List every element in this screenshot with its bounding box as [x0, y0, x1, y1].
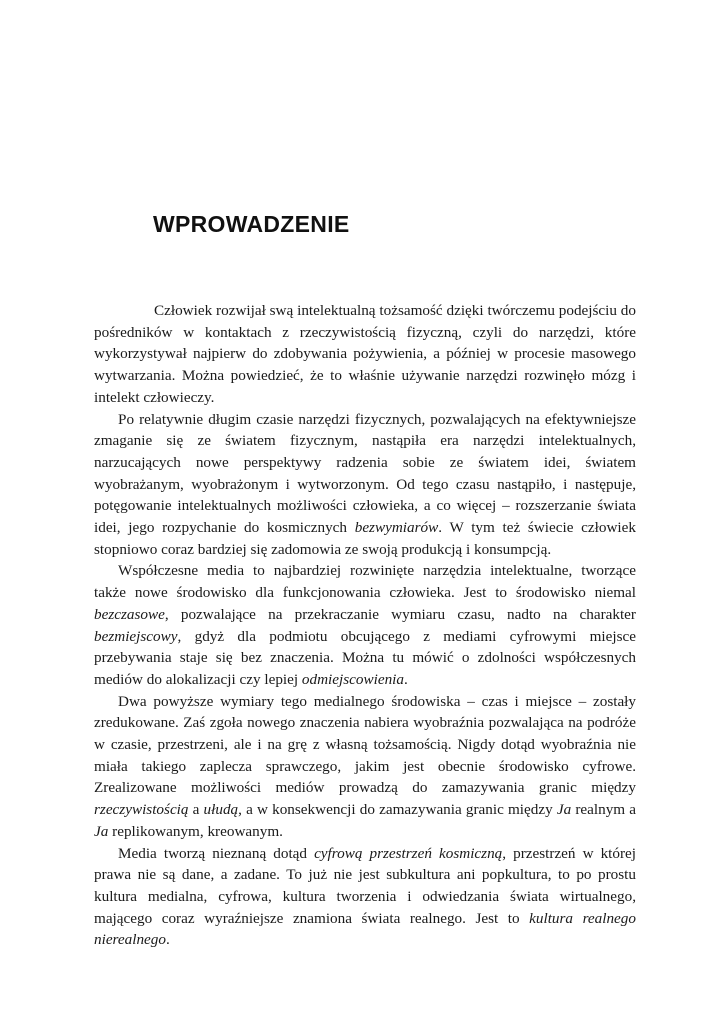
paragraph-4-text: , a w konsekwencji do zamazywania granic między: [238, 801, 557, 819]
paragraph-4-text: replikowanym, kreowanym.: [108, 822, 283, 840]
italic-term-bezczasowe: bezczasowe: [94, 605, 165, 623]
italic-term-odmiejscowienia: odmiejscowienia: [301, 670, 404, 688]
paragraph-1: [94, 300, 636, 409]
paragraph-3: [94, 560, 636, 690]
paragraph-3-text: , pozwalające na przekraczanie wymiaru czasu, nadto na charakter: [164, 605, 636, 623]
paragraph-4-text: a: [188, 801, 204, 819]
italic-term-ja: Ja: [556, 801, 572, 819]
paragraph-2-text: . W tym też świecie człowiek stopniowo coraz bardziej się zadomowia ze swoją produkcją i konsumpcją.: [94, 519, 636, 558]
paragraph-5-text: , przestrzeń w której prawa nie są dane, a zadane. To już nie jest subkultura ani popkultura, to po prostu kultura medialna, cyfrowa, kultura tworzenia i odwiedzania świata wirtualnego, mającego coraz wyraźniejsze znamiona świata realnego. Jest to: [94, 844, 637, 927]
italic-term-ja: Ja: [94, 822, 109, 840]
paragraph-3-text: .: [403, 670, 408, 688]
paragraph-5-text: .: [165, 931, 170, 949]
italic-term-bezmiejscowy: bezmiejscowy: [94, 627, 178, 645]
paragraph-2-text: Po relatywnie długim czasie narzędzi fizycznych, pozwalających na efektywniejsze zmaganie się ze światem fizycznym, nastąpiła era narzędzi intelektualnych, narzucających nowe perspektywy radzenia sobie ze światem idei, światem wyobrażanym, wyobrażonym i wytworzonym. Od tego czasu nastąpiło, i następuje, potęgowanie intelektualnych możliwości człowieka, a co więcej – rozszerzanie świata idei, jego rozpychanie do kosmicznych: [94, 410, 636, 537]
paragraph-3-text: Współczesne media to najbardziej rozwinięte narzędzia intelektualne, tworzące także nowe środowisko dla funkcjonowania człowieka. Jest to środowisko niemal: [94, 562, 636, 602]
italic-term-kultura-realnego: kultura realnego nierealnego: [94, 909, 636, 949]
italic-term-bezwymiarow: bezwymiarów: [354, 519, 439, 537]
paragraph-2: [94, 409, 636, 561]
paragraph-4: [94, 691, 636, 843]
paragraph-4-text: realnym a: [571, 801, 636, 819]
chapter-heading: WPROWADZENIE: [153, 211, 350, 237]
italic-term-uluda: ułudą: [203, 801, 239, 819]
paragraph-5-text: Media tworzą nieznaną dotąd: [118, 844, 315, 862]
paragraph-3-text: , gdyż dla podmiotu obcującego z mediami cyfrowymi miejsce przebywania staje się bez znaczenia. Można tu mówić o zdolności współczesnych mediów do alokalizacji czy lepiej: [94, 627, 636, 688]
italic-term-cyfrowa-przestrzen: cyfrową przestrzeń kosmiczną: [314, 844, 503, 862]
paragraph-4-text: Dwa powyższe wymiary tego medialnego środowiska – czas i miejsce – zostały zredukowane. Zaś zgoła nowego znaczenia nabiera wyobraźnia pozwalająca na podróże w czasie, przestrzeni, ale i na grę z własną tożsamością. Nigdy dotąd wyobraźnia nie miała takiego zaplecza sprawczego, jakim jest obecnie środowisko cyfrowe. Zrealizowane możliwości mediów prowadzą do zamazywania granic między: [94, 692, 636, 797]
paragraph-1-text: Człowiek rozwijał swą intelektualną tożsamość dzięki twórczemu podejściu do pośredników w kontaktach z rzeczywistością fizyczną, czyli do narzędzi, które wykorzystywał najpierw do zdobywania pożywienia, a później w procesie masowego wytwarzania. Można powiedzieć, że to właśnie używanie narzędzi rozwinęło mózg i intelekt człowieczy.: [94, 302, 636, 406]
body-text: [94, 300, 636, 951]
paragraph-5: [94, 843, 636, 952]
italic-term-rzeczywistoscia: rzeczywistością: [94, 801, 189, 819]
